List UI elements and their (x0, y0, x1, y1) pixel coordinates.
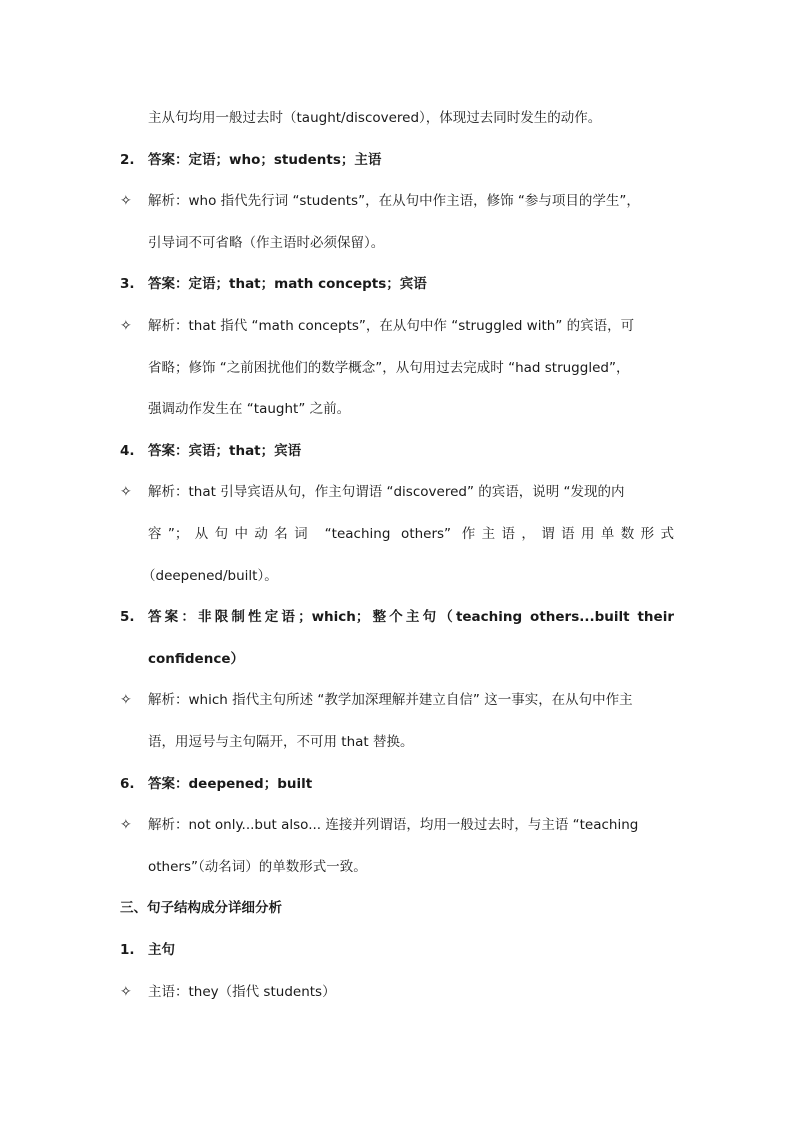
analysis-text: （deepened/built）。 (142, 568, 278, 584)
answer-text: confidence） (148, 651, 244, 667)
answer-text: 答案：非限制性定语；which；整个主句（teaching others...built their (148, 609, 674, 625)
analysis-text: 解析：who 指代先行词 “students”，在从句中作主语，修饰 “参与项目的学生”， (148, 193, 640, 209)
answer-text: 答案：定语；that；math concepts；宾语 (148, 276, 427, 292)
bullet-star-icon: ✧ (120, 318, 132, 334)
answer-text: 答案：定语；who；students；主语 (148, 152, 382, 168)
item-number: 6. (120, 776, 135, 792)
bullet-star-icon: ✧ (120, 193, 132, 209)
paragraph-text: 主从句均用一般过去时（taught/discovered），体现过去同时发生的动作。 (148, 110, 602, 126)
analysis-text: 解析：that 引导宾语从句，作主句谓语 “discovered” 的宾语，说明 “发现的内 (148, 484, 625, 500)
section-title: 三、句子结构成分详细分析 (120, 900, 282, 916)
item-number: 5. (120, 609, 135, 625)
bullet-star-icon: ✧ (120, 817, 132, 833)
item-number: 3. (120, 276, 135, 292)
analysis-text: 强调动作发生在 “taught” 之前。 (148, 401, 351, 417)
item-number: 2. (120, 152, 135, 168)
analysis-text: 引导词不可省略（作主语时必须保留）。 (148, 235, 385, 251)
bullet-star-icon: ✧ (120, 692, 132, 708)
bullet-star-icon: ✧ (120, 484, 132, 500)
analysis-text: 省略；修饰 “之前困扰他们的数学概念”，从句用过去完成时 “had struggled”， (148, 360, 630, 376)
analysis-text: 语，用逗号与主句隔开，不可用 that 替换。 (148, 734, 414, 750)
analysis-text: 解析：that 指代 “math concepts”，在从句中作 “struggled with” 的宾语，可 (148, 318, 635, 334)
item-title: 主句 (148, 942, 175, 958)
answer-text: 答案：deepened；built (148, 776, 313, 792)
analysis-text: 解析：which 指代主句所述 “教学加深理解并建立自信” 这一事实，在从句中作主 (148, 692, 633, 708)
bullet-star-icon: ✧ (120, 984, 132, 1000)
answer-text: 答案：宾语；that；宾语 (148, 443, 302, 459)
item-number: 4. (120, 443, 135, 459)
analysis-text: others”（动名词）的单数形式一致。 (148, 859, 367, 875)
analysis-text: 主语：they（指代 students） (148, 984, 336, 1000)
item-number: 1. (120, 942, 135, 958)
analysis-text: 解析：not only...but also... 连接并列谓语，均用一般过去时，与主语 “teaching (148, 817, 639, 833)
analysis-text: 容”；从句中动名词 “teaching others” 作主语，谓语用单数形式 (148, 526, 674, 542)
